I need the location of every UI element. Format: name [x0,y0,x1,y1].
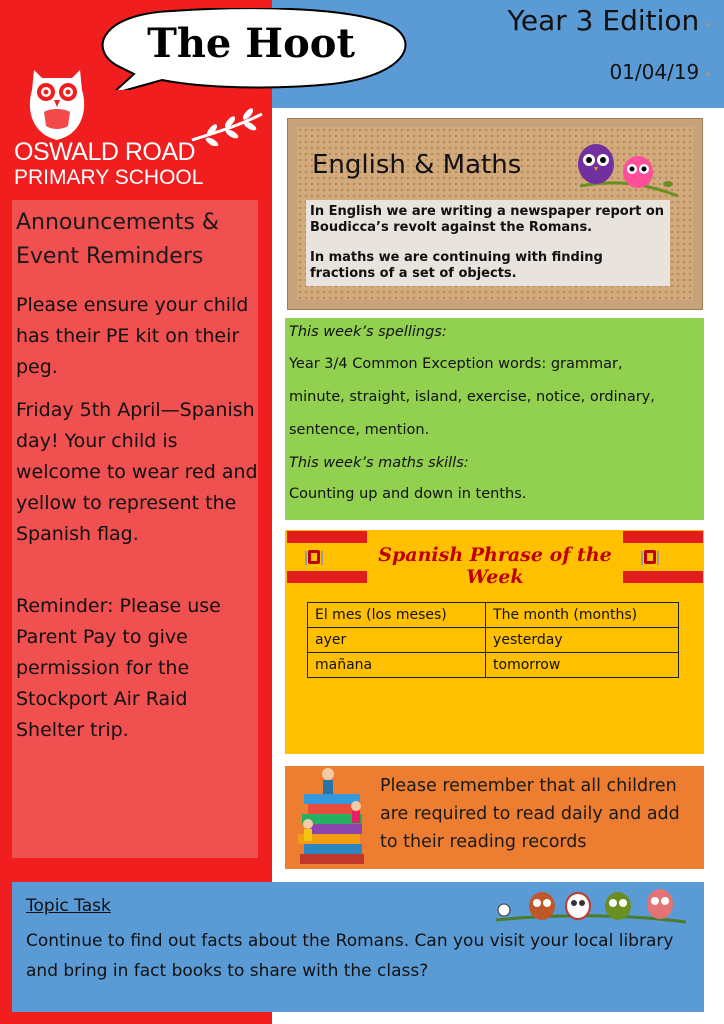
table-row [308,603,679,628]
book-stack-icon [294,762,372,868]
spanish-phrase-table [307,602,679,678]
english-text: In English we are writing a newspaper report on Boudicca’s revolt against the Romans. [310,204,665,235]
spanish-cell: El mes (los meses) [308,603,486,628]
announcements-title: Announcements & Event Reminders [16,210,220,269]
spanish-emblem-icon [304,546,324,568]
maths-skills-heading: This week’s maths skills: [289,455,469,471]
flag-stripe [623,571,703,583]
english-maths-heading: English & Maths [312,150,522,180]
spellings-heading: This week’s spellings: [289,324,447,340]
topic-task-text: Continue to find out facts about the Romans. Can you visit your local library and bring in fact books to share with the class? [26,931,674,981]
maths-skills-text: Counting up and down in tenths. [289,486,527,502]
announcement-spanish-day: Friday 5th April—Spanish day! Your child is welcome to wear red and yellow to represent the Spanish flag. [16,399,258,545]
reading-reminder: Please remember that all children are required to read daily and add to their reading records [380,776,680,852]
table-row [308,653,679,678]
spellings-line-1: Year 3/4 Common Exception words: grammar, [289,356,623,372]
announcement-parent-pay: Reminder: Please use Parent Pay to give permission for the Stockport Air Raid Shelter trip. [16,595,221,741]
owls-row-icon [494,886,688,926]
owls-on-branch-icon [572,140,682,200]
spellings-line-2: minute, straight, island, exercise, notice, ordinary, [289,389,655,405]
issue-date: 01/04/19 • [609,60,712,84]
spanish-phrase-title: Spanish Phrase of the Week [378,544,612,588]
spellings-line-3: sentence, mention. [289,422,430,438]
school-name-line2: PRIMARY SCHOOL [14,166,204,189]
english-cell: tomorrow [486,653,679,678]
leaf-branch-icon [190,106,264,146]
spanish-cell: ayer [308,628,486,653]
edition-label: Year 3 Edition • [507,4,712,37]
flag-stripe [287,571,367,583]
announcement-pe-kit: Please ensure your child has their PE kit on their peg. [16,294,249,378]
maths-text: In maths we are continuing with finding fractions of a set of objects. [310,250,603,281]
flag-stripe [287,531,367,543]
table-row [308,628,679,653]
english-cell: yesterday [486,628,679,653]
flag-stripe [623,531,703,543]
english-cell: The month (months) [486,603,679,628]
spanish-emblem-icon [640,546,660,568]
topic-task-heading: Topic Task [26,896,111,916]
school-name-line1: OSWALD ROAD [14,138,196,166]
owl-logo-icon [22,60,92,142]
spanish-cell: mañana [308,653,486,678]
newsletter-title: The Hoot [147,20,355,67]
